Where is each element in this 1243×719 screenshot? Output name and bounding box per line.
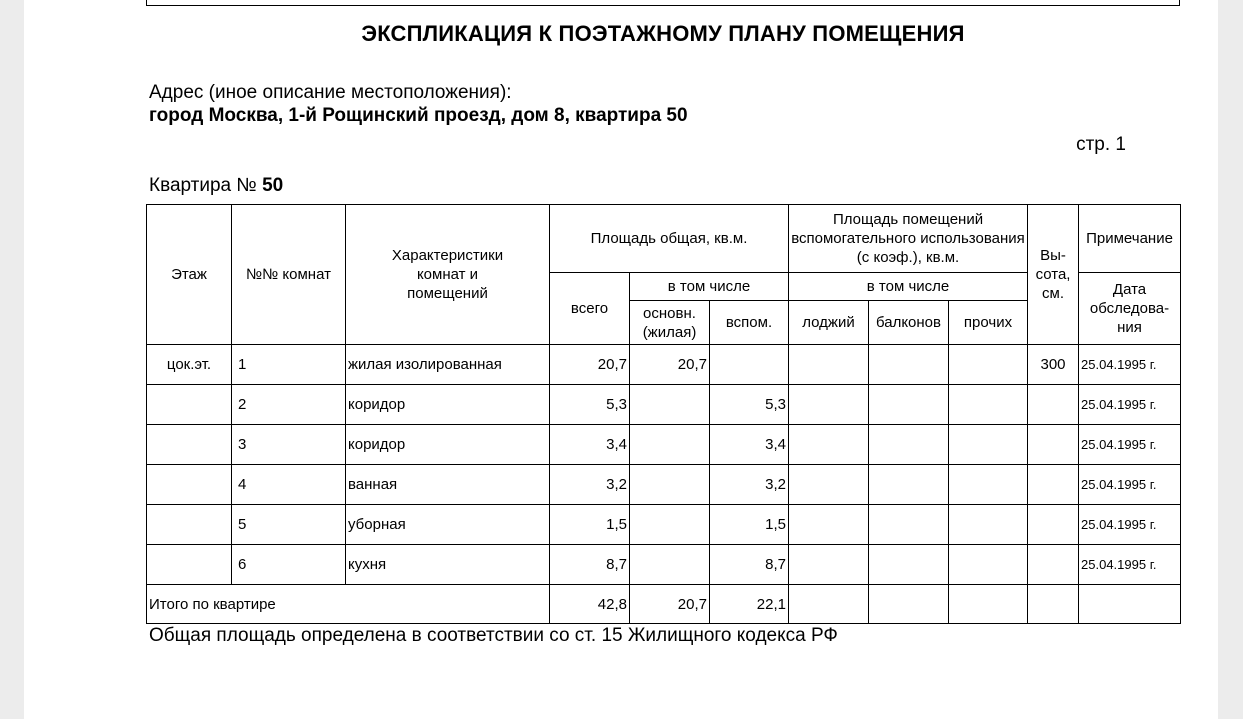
header-aux: вспом. — [710, 301, 789, 345]
cell-date: 25.04.1995 г. — [1079, 545, 1181, 585]
cell-room-name: уборная — [346, 505, 550, 545]
cell-height — [1028, 385, 1079, 425]
header-incl-aux: в том числе — [789, 273, 1028, 301]
table-row — [147, 345, 1181, 385]
explication-table — [146, 204, 1181, 624]
cell-main — [630, 465, 710, 505]
header-main: основн. (жилая) — [630, 301, 710, 345]
cell-floor — [147, 545, 232, 585]
cell-floor: цок.эт. — [147, 345, 232, 385]
cell-balconies — [869, 465, 949, 505]
cell-date: 25.04.1995 г. — [1079, 385, 1181, 425]
totals-main: 20,7 — [630, 585, 710, 624]
apartment-number: 50 — [262, 175, 284, 196]
totals-row — [147, 585, 1181, 624]
totals-loggias — [789, 585, 869, 624]
cell-height — [1028, 425, 1079, 465]
cell-total: 1,5 — [550, 505, 630, 545]
header-aux-area: Площадь помещений вспомогательного использования (с коэф.), кв.м. — [789, 205, 1028, 273]
cell-loggias — [789, 425, 869, 465]
cell-main — [630, 385, 710, 425]
header-characteristics: Характеристики комнат и помещений — [346, 205, 550, 345]
cell-room-name: коридор — [346, 425, 550, 465]
cell-room-no: 1 — [232, 345, 346, 385]
totals-other — [949, 585, 1028, 624]
totals-height — [1028, 585, 1079, 624]
header-survey-date: Дата обследова-ния — [1079, 273, 1181, 345]
cell-balconies — [869, 345, 949, 385]
header-other: прочих — [949, 301, 1028, 345]
totals-total: 42,8 — [550, 585, 630, 624]
previous-page-frame — [146, 0, 1180, 6]
cell-loggias — [789, 465, 869, 505]
cell-total: 5,3 — [550, 385, 630, 425]
cell-total: 8,7 — [550, 545, 630, 585]
document-page — [24, 0, 1218, 719]
document-title: ЭКСПЛИКАЦИЯ К ПОЭТАЖНОМУ ПЛАНУ ПОМЕЩЕНИЯ — [361, 21, 965, 46]
cell-other — [949, 345, 1028, 385]
cell-main — [630, 505, 710, 545]
cell-balconies — [869, 545, 949, 585]
header-height: Вы-сота, см. — [1028, 205, 1079, 345]
header-balconies: балконов — [869, 301, 949, 345]
table-row — [147, 425, 1181, 465]
cell-other — [949, 465, 1028, 505]
cell-loggias — [789, 385, 869, 425]
cell-total: 3,2 — [550, 465, 630, 505]
apartment-line — [149, 175, 283, 197]
header-incl: в том числе — [630, 273, 789, 301]
cell-main — [630, 545, 710, 585]
cell-loggias — [789, 545, 869, 585]
cell-room-name: ванная — [346, 465, 550, 505]
totals-balconies — [869, 585, 949, 624]
cell-aux — [710, 345, 789, 385]
cell-floor — [147, 425, 232, 465]
cell-other — [949, 425, 1028, 465]
header-total: всего — [550, 273, 630, 345]
cell-height: 300 — [1028, 345, 1079, 385]
cell-height — [1028, 505, 1079, 545]
cell-date: 25.04.1995 г. — [1079, 425, 1181, 465]
cell-aux: 5,3 — [710, 385, 789, 425]
cell-aux: 3,4 — [710, 425, 789, 465]
table-row — [147, 465, 1181, 505]
page-number: стр. 1 — [1076, 134, 1126, 155]
cell-date: 25.04.1995 г. — [1079, 465, 1181, 505]
totals-note — [1079, 585, 1181, 624]
address-value: город Москва, 1-й Рощинский проезд, дом 8, квартира 50 — [149, 105, 688, 126]
table-row — [147, 545, 1181, 585]
table-row — [147, 505, 1181, 545]
cell-room-no: 2 — [232, 385, 346, 425]
cell-room-name: кухня — [346, 545, 550, 585]
cell-other — [949, 545, 1028, 585]
cell-height — [1028, 465, 1079, 505]
address-label: Адрес (иное описание местоположения): — [149, 82, 512, 103]
cell-total: 20,7 — [550, 345, 630, 385]
apartment-prefix: Квартира № — [149, 175, 257, 196]
cell-room-no: 6 — [232, 545, 346, 585]
cell-date: 25.04.1995 г. — [1079, 345, 1181, 385]
footer-note: Общая площадь определена в соответствии со ст. 15 Жилищного кодекса РФ — [149, 625, 838, 646]
header-floor: Этаж — [147, 205, 232, 345]
header-note: Примечание — [1079, 205, 1181, 273]
cell-balconies — [869, 505, 949, 545]
header-area-total: Площадь общая, кв.м. — [550, 205, 789, 273]
cell-balconies — [869, 385, 949, 425]
table-row — [147, 385, 1181, 425]
cell-aux: 1,5 — [710, 505, 789, 545]
header-loggias: лоджий — [789, 301, 869, 345]
cell-room-name: коридор — [346, 385, 550, 425]
cell-loggias — [789, 345, 869, 385]
totals-label: Итого по квартире — [147, 585, 550, 624]
cell-floor — [147, 385, 232, 425]
cell-room-name: жилая изолированная — [346, 345, 550, 385]
cell-floor — [147, 465, 232, 505]
header-rooms: №№ комнат — [232, 205, 346, 345]
cell-balconies — [869, 425, 949, 465]
cell-room-no: 5 — [232, 505, 346, 545]
cell-height — [1028, 545, 1079, 585]
cell-aux: 8,7 — [710, 545, 789, 585]
cell-other — [949, 385, 1028, 425]
cell-other — [949, 505, 1028, 545]
cell-total: 3,4 — [550, 425, 630, 465]
cell-loggias — [789, 505, 869, 545]
cell-room-no: 4 — [232, 465, 346, 505]
cell-date: 25.04.1995 г. — [1079, 505, 1181, 545]
cell-main: 20,7 — [630, 345, 710, 385]
cell-floor — [147, 505, 232, 545]
totals-aux: 22,1 — [710, 585, 789, 624]
cell-room-no: 3 — [232, 425, 346, 465]
cell-main — [630, 425, 710, 465]
cell-aux: 3,2 — [710, 465, 789, 505]
